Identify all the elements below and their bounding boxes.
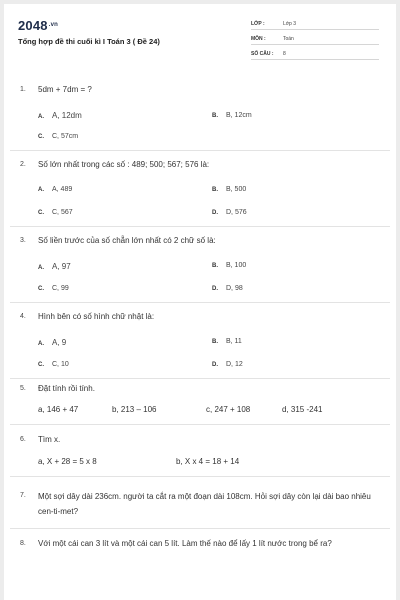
question-divider <box>10 378 390 379</box>
question-divider <box>10 302 390 303</box>
question-number: 2. <box>20 161 26 168</box>
exam-page <box>4 4 396 600</box>
question-text: Một sợi dây dài 236cm. người ta cắt ra một đoạn dài 108cm. Hỏi sợi dây còn lại dài bao nhiêu cen-ti-met? <box>38 492 371 516</box>
option-text: A, 9 <box>52 338 67 347</box>
option-text: A, 12dm <box>52 111 82 120</box>
meta-question-count <box>251 48 379 60</box>
question-number: 8. <box>20 540 26 547</box>
option-b[interactable] <box>212 112 252 119</box>
option-letter: A. <box>38 114 44 120</box>
option-a[interactable] <box>38 262 71 271</box>
option-b[interactable] <box>212 338 242 345</box>
option-letter: A. <box>38 187 44 193</box>
option-a[interactable] <box>38 338 66 347</box>
question-text: 5dm + 7dm = ? <box>38 85 92 94</box>
meta-value: Lớp 3 <box>283 21 297 27</box>
meta-value: 8 <box>283 51 286 57</box>
option-text: A, 489 <box>52 186 73 193</box>
option-text: D, 98 <box>226 285 243 292</box>
equation-item: b, X x 4 = 18 + 14 <box>176 457 240 466</box>
option-a[interactable] <box>38 111 82 120</box>
option-a[interactable] <box>38 186 72 193</box>
option-letter: B. <box>212 263 218 269</box>
question-number: 5. <box>20 385 26 392</box>
option-text: D, 12 <box>226 361 243 368</box>
option-text: B, 12cm <box>226 112 252 119</box>
option-c[interactable] <box>38 285 69 292</box>
option-letter: C. <box>38 362 44 368</box>
option-letter: D. <box>212 286 218 292</box>
question-divider <box>10 424 390 425</box>
meta-grade <box>251 18 379 30</box>
option-letter: C. <box>38 134 44 140</box>
option-letter: C. <box>38 210 44 216</box>
calc-item: b, 213 – 106 <box>112 405 157 414</box>
option-text: A, 97 <box>52 262 71 271</box>
option-c[interactable] <box>38 361 69 368</box>
calc-item: d, 315 -241 <box>282 405 323 414</box>
option-text: B, 100 <box>226 262 247 269</box>
option-letter: D. <box>212 362 218 368</box>
option-letter: A. <box>38 265 44 271</box>
option-letter: B. <box>212 339 218 345</box>
option-d[interactable] <box>212 285 243 292</box>
exam-title: Tổng hợp đề thi cuối kì I Toán 3 ( Đề 24) <box>18 37 160 46</box>
option-text: B, 500 <box>226 186 247 193</box>
question-divider <box>10 476 390 477</box>
logo-text: 2048 <box>18 18 48 33</box>
question-text: Tìm x. <box>38 435 61 444</box>
option-text: C, 99 <box>52 285 69 292</box>
meta-subject <box>251 33 379 45</box>
option-text: C, 10 <box>52 361 69 368</box>
question-text: Với một cái can 3 lít và một cái can 5 lít. Làm thế nào để lấy 1 lít nước trong bể ra? <box>38 539 332 548</box>
logo-suffix: .vn <box>48 22 59 28</box>
question-divider <box>10 150 390 151</box>
question-text: Hình bên có số hình chữ nhật là: <box>38 312 155 321</box>
meta-key: LỚP : <box>251 21 265 27</box>
option-b[interactable] <box>212 262 246 269</box>
question-divider <box>10 226 390 227</box>
option-d[interactable] <box>212 209 247 216</box>
question-text: Số liền trước của số chẵn lớn nhất có 2 chữ số là: <box>38 236 216 245</box>
option-letter: B. <box>212 187 218 193</box>
option-text: B, 11 <box>226 338 242 345</box>
meta-key: MÔN : <box>251 36 266 42</box>
question-text: Đặt tính rồi tính. <box>38 384 95 393</box>
question-number: 1. <box>20 86 26 93</box>
calc-item: c, 247 + 108 <box>206 405 251 414</box>
option-letter: C. <box>38 286 44 292</box>
question-number: 3. <box>20 237 26 244</box>
option-c[interactable] <box>38 133 78 140</box>
option-d[interactable] <box>212 361 243 368</box>
question-divider <box>10 528 390 529</box>
site-logo[interactable] <box>18 18 58 33</box>
meta-key: SỐ CÂU : <box>251 51 274 57</box>
meta-value: Toán <box>283 36 294 42</box>
option-text: C, 57cm <box>52 133 79 140</box>
calc-item: a, 146 + 47 <box>38 405 79 414</box>
question-text: Số lớn nhất trong các số : 489; 500; 567; 576 là: <box>38 160 210 169</box>
exam-header <box>4 4 396 66</box>
question-number: 4. <box>20 313 26 320</box>
question-number: 6. <box>20 436 26 443</box>
option-text: C, 567 <box>52 209 73 216</box>
option-b[interactable] <box>212 186 246 193</box>
option-letter: A. <box>38 341 44 347</box>
option-c[interactable] <box>38 209 73 216</box>
equation-item: a, X + 28 = 5 x 8 <box>38 457 97 466</box>
question-number: 7. <box>20 492 26 499</box>
option-letter: D. <box>212 210 218 216</box>
option-text: D, 576 <box>226 209 247 216</box>
option-letter: B. <box>212 113 218 119</box>
